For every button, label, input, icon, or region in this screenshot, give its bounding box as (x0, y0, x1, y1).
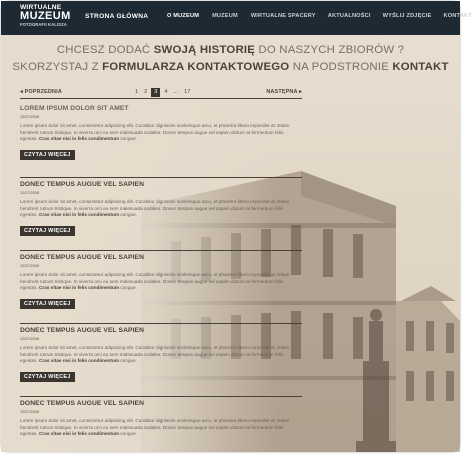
article-title[interactable]: LOREM IPSUM DOLOR SIT AMET (20, 105, 129, 112)
main-menu (161, 13, 472, 19)
article-date: 12/07/2008 (20, 410, 40, 414)
excerpt-text: Lorem ipsum dolor sit amet, consectetur adipiscing elit. Curabitur dignissim scelerisque arcu, et pharetra libero imperdiet at. Etiam hendrerit rutrum tristique. In viverra orci eu sem malesuada sodales. Donec tempus augue vel sapien dictum at fermentum felis egestas. (20, 345, 290, 364)
next-page-link[interactable]: NASTĘPNA ▸ (266, 89, 302, 95)
menu-item-o-muzeum[interactable]: O MUZEUM (167, 13, 200, 19)
headline-text: CHCESZ DODAĆ (56, 44, 154, 56)
excerpt-bold-text: Cras vitae nisi in felis condimentum (39, 212, 120, 218)
article-list (20, 105, 302, 470)
article-excerpt (20, 418, 302, 438)
excerpt-end-text: congue. (119, 431, 137, 437)
excerpt-bold-text: Cras vitae nisi in felis condimentum (39, 431, 120, 437)
read-more-button[interactable]: CZYTAJ WIĘCEJ (20, 372, 75, 382)
headline-line-1 (1, 42, 460, 59)
headline-text: DO NASZYCH ZBIORÓW ? (255, 44, 405, 56)
menu-item-kontakt[interactable]: KONTAKT (443, 13, 472, 19)
nav-home-link[interactable]: STRONA GŁÓWNA (85, 13, 149, 20)
page-frame (1, 1, 472, 452)
excerpt-end-text: congue. (119, 358, 137, 364)
read-more-button[interactable]: CZYTAJ WIĘCEJ (20, 299, 75, 309)
article-item (20, 178, 302, 251)
menu-item-aktualnosci[interactable]: AKTUALNOŚCI (327, 13, 371, 19)
article-item (20, 397, 302, 470)
pagination (20, 88, 302, 97)
article-item (20, 251, 302, 324)
article-excerpt (20, 199, 302, 219)
read-more-button[interactable]: CZYTAJ WIĘCEJ (20, 226, 75, 236)
page-link[interactable]: 17 (184, 89, 191, 95)
menu-item-wyslij-zdjecie[interactable]: WYŚLIJ ZDJĘCIE (382, 13, 432, 19)
read-more-button[interactable]: CZYTAJ WIĘCEJ (20, 150, 75, 160)
headline-text: NA PODSTRONIE (289, 61, 393, 73)
menu-item-wirtualne-spacery[interactable]: WIRTUALNE SPACERY (250, 13, 316, 19)
current-page: 3 (151, 88, 160, 97)
excerpt-text: Lorem ipsum dolor sit amet, consectetur adipiscing elit. Curabitur dignissim scelerisque arcu, et pharetra libero imperdiet at. Etiam hendrerit rutrum tristique. In viverra orci eu sem malesuada sodales. Donec tempus augue vel sapien dictum at fermentum felis egestas. (20, 418, 290, 437)
excerpt-end-text: congue. (119, 285, 137, 291)
excerpt-text: Lorem ipsum dolor sit amet, consectetur adipiscing elit. Curabitur dignissim scelerisque arcu, et pharetra libero imperdiet at. Etiam hendrerit rutrum tristique. In viverra orci eu sem malesuada sodales. Donec tempus augue vel sapien dictum at fermentum felis egestas. (20, 123, 290, 142)
article-title[interactable]: DONEC TEMPUS AUGUE VEL SAPIEN (20, 327, 145, 334)
top-navigation-bar (1, 1, 472, 35)
logo-line-1: WIRTUALNE (20, 4, 62, 11)
page-link[interactable]: 2 (144, 89, 148, 95)
page-ellipsis: ... (173, 89, 179, 95)
headline-banner (1, 42, 460, 76)
logo-line-2: MUZEUM (20, 10, 71, 22)
page-numbers (133, 88, 194, 97)
article-item (20, 324, 302, 397)
article-date: 12/07/2008 (20, 115, 40, 119)
excerpt-bold-text: Cras vitae nisi in felis condimentum (39, 285, 120, 291)
excerpt-text: Lorem ipsum dolor sit amet, consectetur adipiscing elit. Curabitur dignissim scelerisque arcu, et pharetra libero imperdiet at. Etiam hendrerit rutrum tristique. In viverra orci eu sem malesuada sodales. Donec tempus augue vel sapien dictum at fermentum felis egestas. (20, 272, 290, 291)
headline-bold-text: SWOJĄ HISTORIĘ (153, 44, 256, 56)
article-date: 12/07/2008 (20, 264, 40, 268)
article-title[interactable]: DONEC TEMPUS AUGUE VEL SAPIEN (20, 181, 145, 188)
site-logo[interactable] (20, 4, 80, 28)
excerpt-bold-text: Cras vitae nisi in felis condimentum (39, 358, 120, 364)
page-link[interactable]: 1 (135, 89, 139, 95)
headline-text: SKORZYSTAJ Z (12, 61, 103, 73)
headline-line-2 (1, 59, 460, 76)
contact-form-link-text[interactable]: FORMULARZA KONTAKTOWEGO (102, 61, 290, 73)
excerpt-bold-text: Cras vitae nisi in felis condimentum (39, 136, 120, 142)
article-date: 12/07/2008 (20, 337, 40, 341)
article-date: 12/07/2008 (20, 191, 40, 195)
contact-page-link-text[interactable]: KONTAKT (392, 61, 449, 73)
logo-line-3: FOTOGRAFII KALISZA (20, 22, 67, 27)
article-excerpt (20, 123, 302, 143)
article-excerpt (20, 345, 302, 365)
page-link[interactable]: 4 (164, 89, 168, 95)
article-excerpt (20, 272, 302, 292)
previous-page-link[interactable]: ◂ POPRZEDNIA (20, 89, 62, 95)
article-title[interactable]: DONEC TEMPUS AUGUE VEL SAPIEN (20, 254, 145, 261)
article-item (20, 105, 302, 178)
article-title[interactable]: DONEC TEMPUS AUGUE VEL SAPIEN (20, 400, 145, 407)
excerpt-end-text: congue. (119, 136, 137, 142)
menu-item-muzeum[interactable]: MUZEUM (212, 13, 238, 19)
excerpt-end-text: congue. (119, 212, 137, 218)
excerpt-text: Lorem ipsum dolor sit amet, consectetur adipiscing elit. Curabitur dignissim scelerisque arcu, et pharetra libero imperdiet at. Etiam hendrerit rutrum tristique. In viverra orci eu sem malesuada sodales. Donec tempus augue vel sapien dictum at fermentum felis egestas. (20, 199, 290, 218)
pagination-divider (20, 98, 302, 99)
